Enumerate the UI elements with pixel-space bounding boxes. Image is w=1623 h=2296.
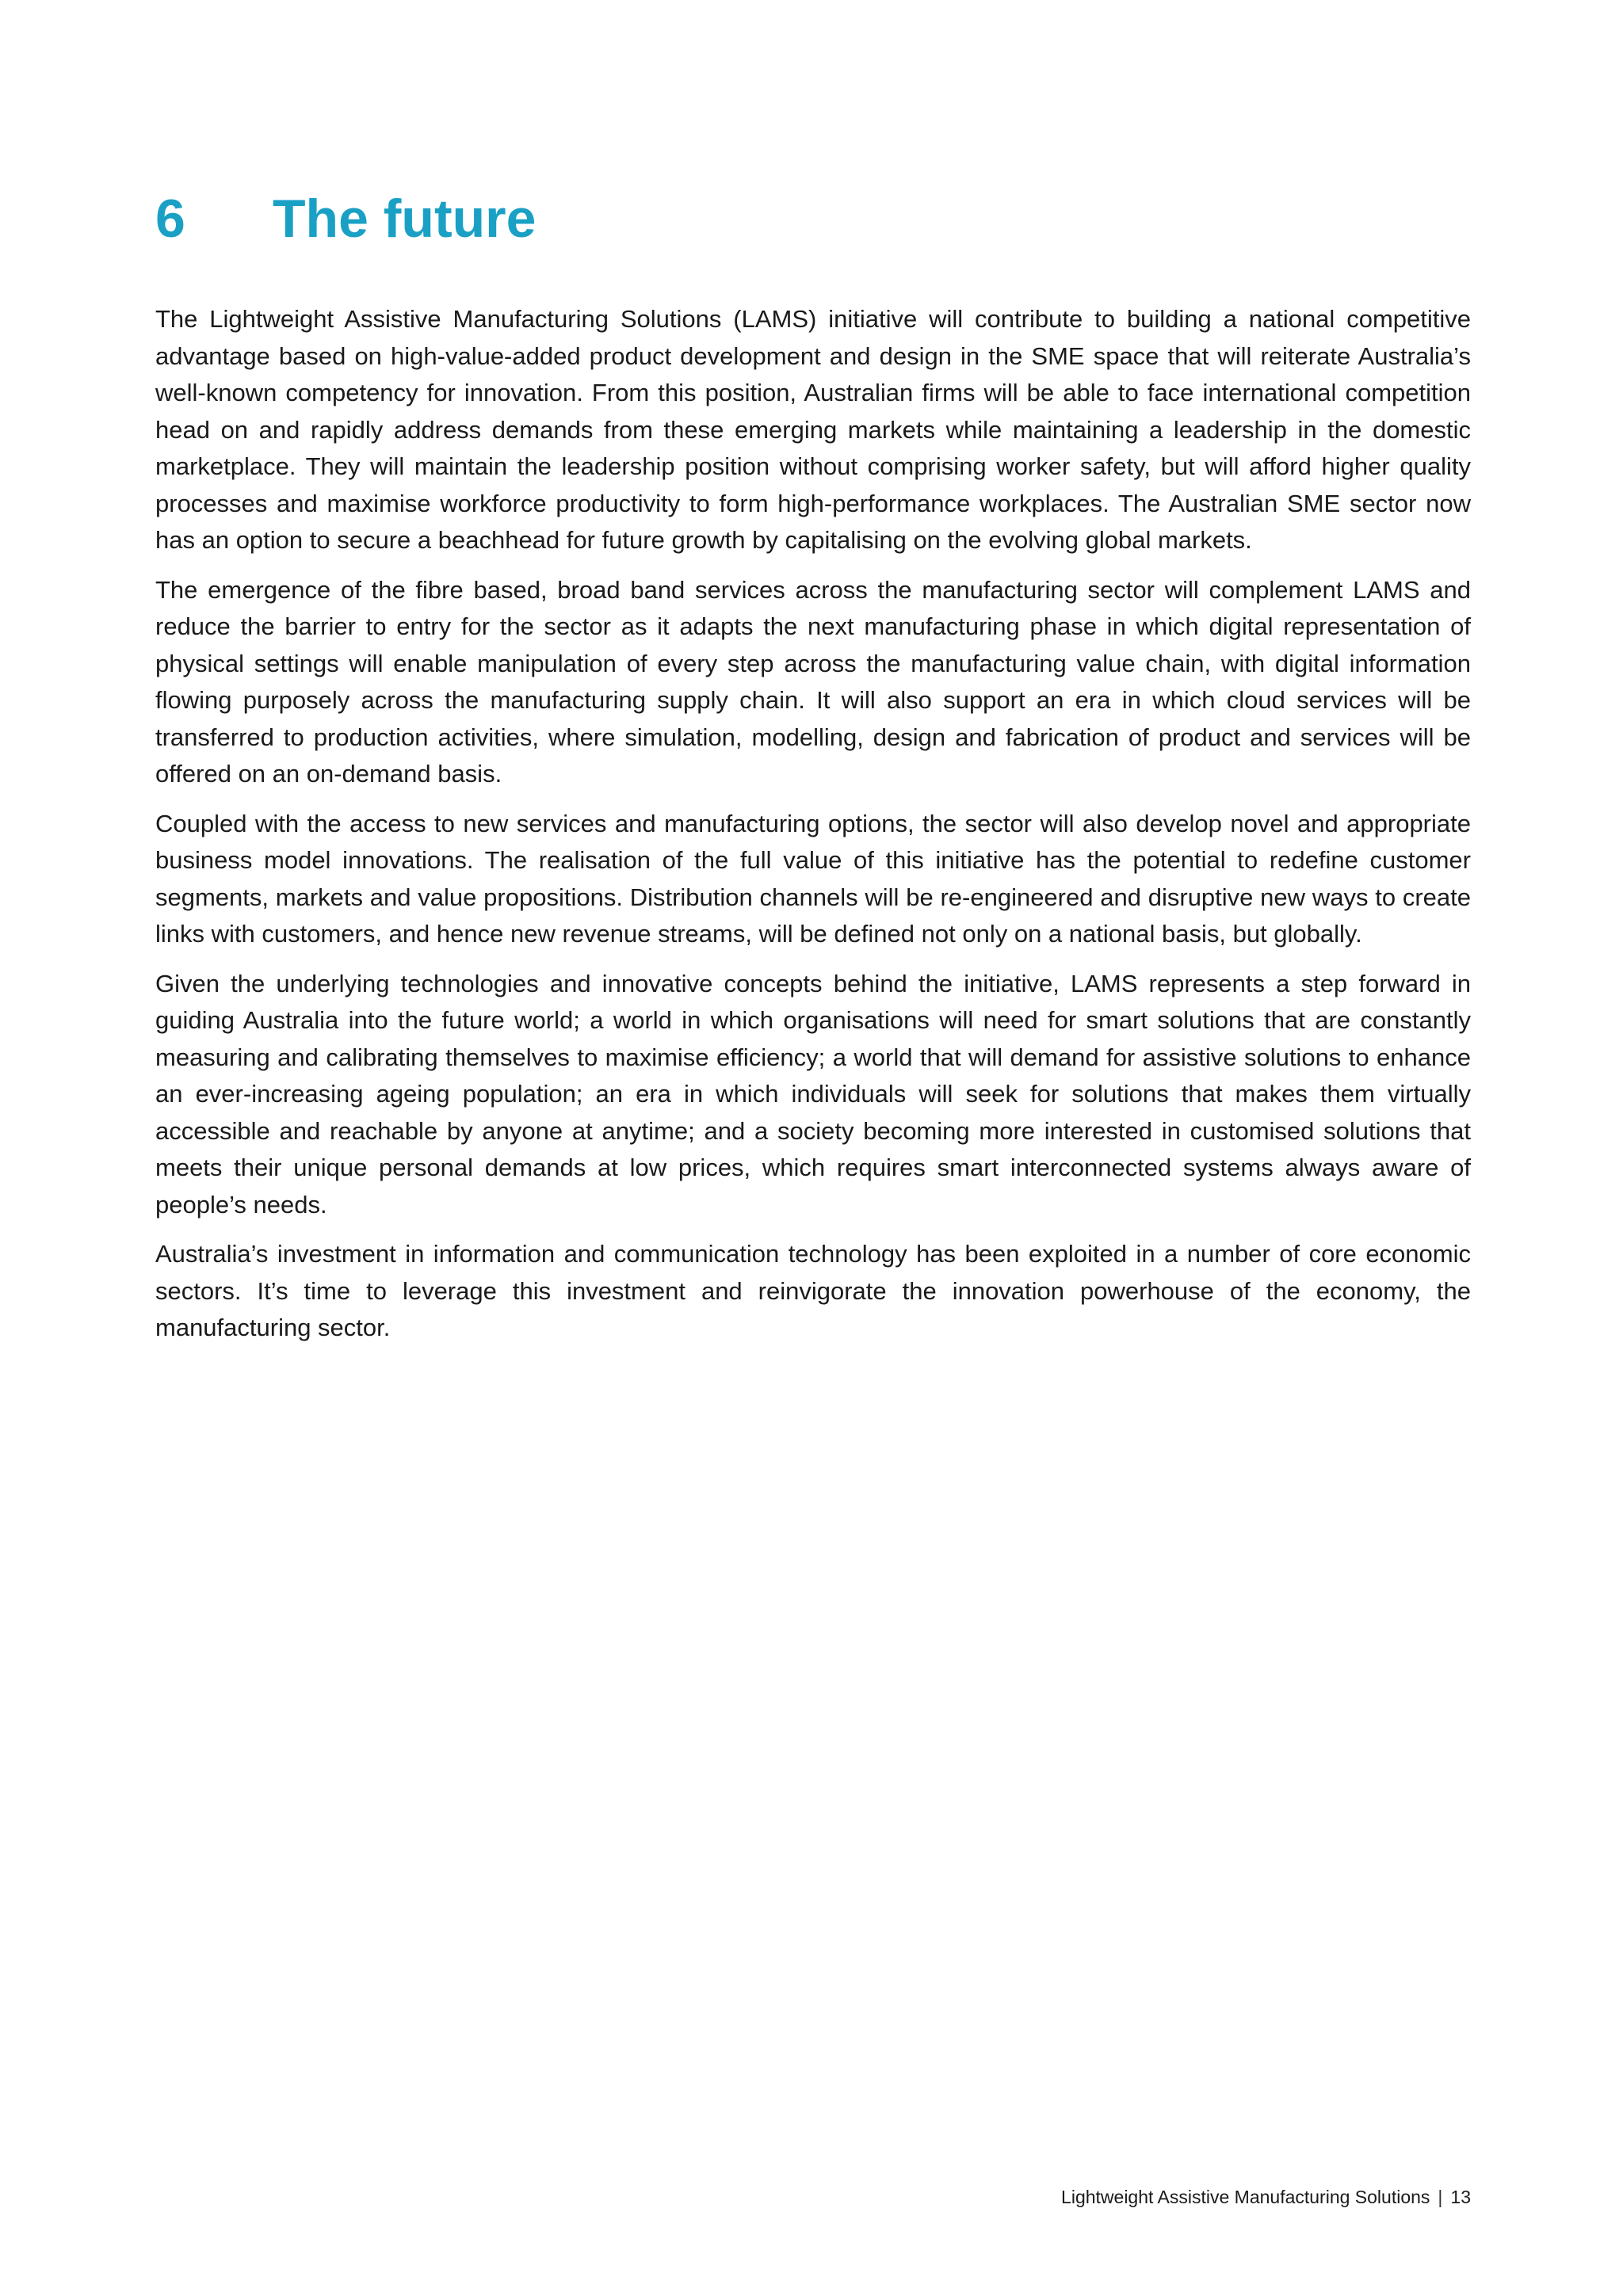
paragraph: Given the underlying technologies and innovative concepts behind the initiative, LAMS represents a step forward in guiding Australia into the future world; a world in which organisations will need for smart solutions that are constantly measuring and calibrating themselves to maximise efficiency; a world that will demand for assistive solutions to enhance an ever-increasing ageing population; an era in which individuals will seek for solutions that makes them virtually accessible and reachable by anyone at anytime; and a society becoming more interested in customised solutions that meets their unique personal demands at low prices, which requires smart interconnected systems always aware of people’s needs. [155,969,1471,1219]
body-text [155,301,1471,1360]
footer-separator: | [1438,2187,1443,2207]
paragraph: The Lightweight Assistive Manufacturing Solutions (LAMS) initiative will contribute to building a national competitive advantage based on high-value-added product development and design in the SME space that will reiterate Australia’s well-known competency for innovation. From this position, Australian firms will be able to face international competition head on and rapidly address demands from these emerging markets while maintaining a leadership in the domestic marketplace. They will maintain the leadership position without comprising worker safety, but will afford higher quality processes and maximise workforce productivity to form high-performance workplaces. The Australian SME sector now has an option to secure a beachhead for future growth by capitalising on the evolving global markets. [155,305,1471,554]
page-footer [1061,2187,1471,2208]
section-number: 6 [155,188,185,249]
page-number: 13 [1450,2187,1471,2207]
paragraph: The emergence of the fibre based, broad band services across the manufacturing sector will complement LAMS and reduce the barrier to entry for the sector as it adapts the next manufacturing phase in which digital representation of physical settings will enable manipulation of every step across the manufacturing value chain, with digital information flowing purposely across the manufacturing supply chain. It will also support an era in which cloud services will be transferred to production activities, where simulation, modelling, design and fabrication of product and services will be offered on an on-demand basis. [155,575,1471,788]
paragraph: Australia’s investment in information and communication technology has been exploited in a number of core economic sectors. It’s time to leverage this investment and reinvigorate the innovation powerhouse of the economy, the manufacturing sector. [155,1240,1471,1341]
paragraph: Coupled with the access to new services and manufacturing options, the sector will also develop novel and appropriate business model innovations. The realisation of the full value of this initiative has the potential to redefine customer segments, markets and value propositions. Distribution channels will be re-engineered and disruptive new ways to create links with customers, and hence new revenue streams, will be defined not only on a national basis, but globally. [155,809,1471,948]
footer-doc-title: Lightweight Assistive Manufacturing Solutions [1061,2187,1430,2207]
section-title: The future [273,188,537,249]
section-heading [155,188,537,249]
